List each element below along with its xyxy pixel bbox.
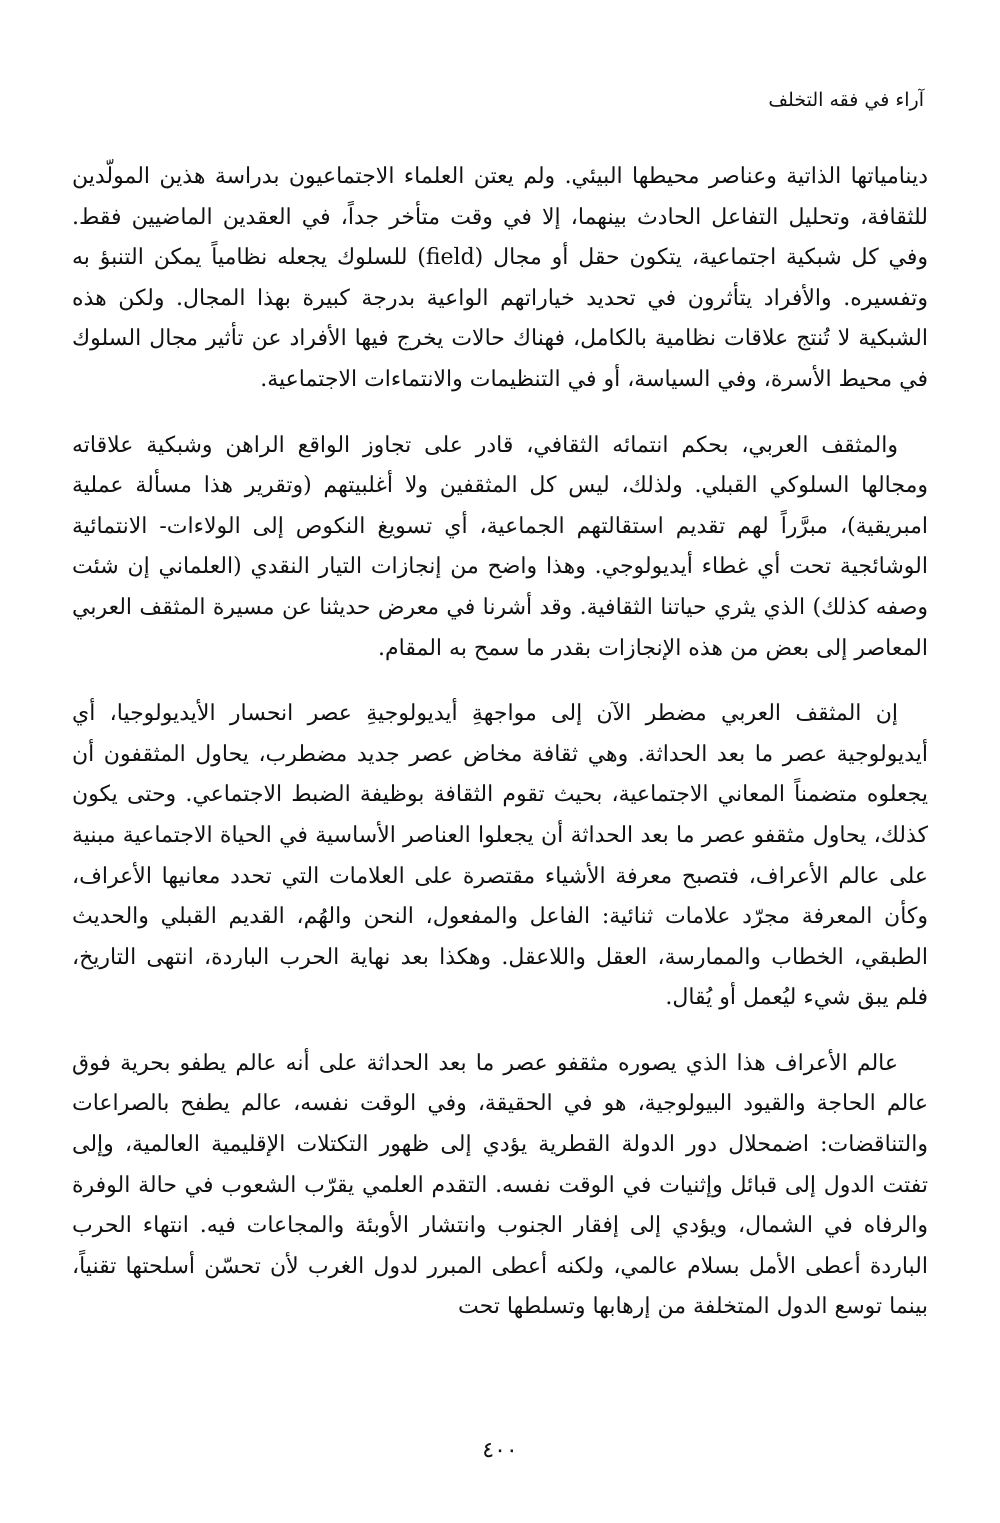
running-header: آراء في فقه التخلف [768, 89, 924, 111]
paragraph-3: إن المثقف العربي مضطر الآن إلى مواجهةِ أيديولوجيةِ عصر انحسار الأيديولوجيا، أي أيديولوجية عصر ما بعد الحداثة. وهي ثقافة مخاض عصر جديد مضطرب، يحاول المثقفون أن يجعلوه متضمناً المعاني الاجتماعية، بحيث تقوم الثقافة بوظيفة الضبط الاجتماعي. وحتى يكون كذلك، يحاول مثقفو عصر ما بعد الحداثة أن يجعلوا العناصر الأساسية في الحياة الاجتماعية مبنية على عالم الأعراف، فتصبح معرفة الأشياء مقتصرة على العلامات التي تحدد معانيها الأعراف، وكأن المعرفة مجرّد علامات ثنائية: الفاعل والمفعول، النحن والهُم، القديم القبلي والحديث الطبقي، الخطاب والممارسة، العقل واللاعقل. وهكذا بعد نهاية الحرب الباردة، انتهى التاريخ، فلم يبق شيء ليُعمل أو يُقال. [72, 701, 928, 1011]
paragraph-4: عالم الأعراف هذا الذي يصوره مثقفو عصر ما بعد الحداثة على أنه عالم يطفو بحرية فوق عالم الحاجة والقيود البيولوجية، هو في الحقيقة، وفي الوقت نفسه، عالم يطفح بالصراعات والتناقضات: اضمحلال دور الدولة القطرية يؤدي إلى ظهور التكتلات الإقليمية العالمية، وإلى تفتت الدول إلى قبائل وإثنيات في الوقت نفسه. التقدم العلمي يقرّب الشعوب في حالة الوفرة والرفاه في الشمال، ويؤدي إلى إفقار الجنوب وانتشار الأوبئة والمجاعات فيه. انتهاء الحرب الباردة أعطى الأمل بسلام عالمي، ولكنه أعطى المبرر لدول الغرب لأن تحسّن أسلحتها تقنياً، بينما توسع الدول المتخلفة من إرهابها وتسلطها تحت [72, 1050, 928, 1320]
page-number: ٤٠٠ [482, 1438, 518, 1463]
paragraph-2: والمثقف العربي، بحكم انتمائه الثقافي، قادر على تجاوز الواقع الراهن وشبكية علاقاته ومجالها السلوكي القبلي. ولذلك، ليس كل المثقفين ولا أغلبيتهم (وتقرير هذا مسألة عملية امبريقية)، مبرَّراً لهم تقديم استقالتهم الجماعية، أي تسويغ النكوص إلى الولاءات- الانتمائية الوشائجية تحت أي غطاء أيديولوجي. وهذا واضح من إنجازات التيار النقدي (العلماني إن شئت وصفه كذلك) الذي يثري حياتنا الثقافية. وقد أشرنا في معرض حديثنا عن مسيرة المثقف العربي المعاصر إلى بعض من هذه الإنجازات بقدر ما سمح به المقام. [72, 432, 928, 661]
body-text [72, 157, 928, 1328]
paragraph-1: دينامياتها الذاتية وعناصر محيطها البيئي. ولم يعتن العلماء الاجتماعيون بدراسة هذين المولّدين للثقافة، وتحليل التفاعل الحادث بينهما، إلا في وقت متأخر جداً، في العقدين الماضيين فقط. وفي كل شبكية اجتماعية، يتكون حقل أو مجال (field) للسلوك يجعله نظامياً يمكن التنبؤ به وتفسيره. والأفراد يتأثرون في تحديد خياراتهم الواعية بدرجة كبيرة بهذا المجال. ولكن هذه الشبكية لا تُنتج علاقات نظامية بالكامل، فهناك حالات يخرج فيها الأفراد عن تأثير مجال السلوك في محيط الأسرة، وفي السياسة، أو في التنظيمات والانتماءات الاجتماعية. [72, 164, 928, 392]
